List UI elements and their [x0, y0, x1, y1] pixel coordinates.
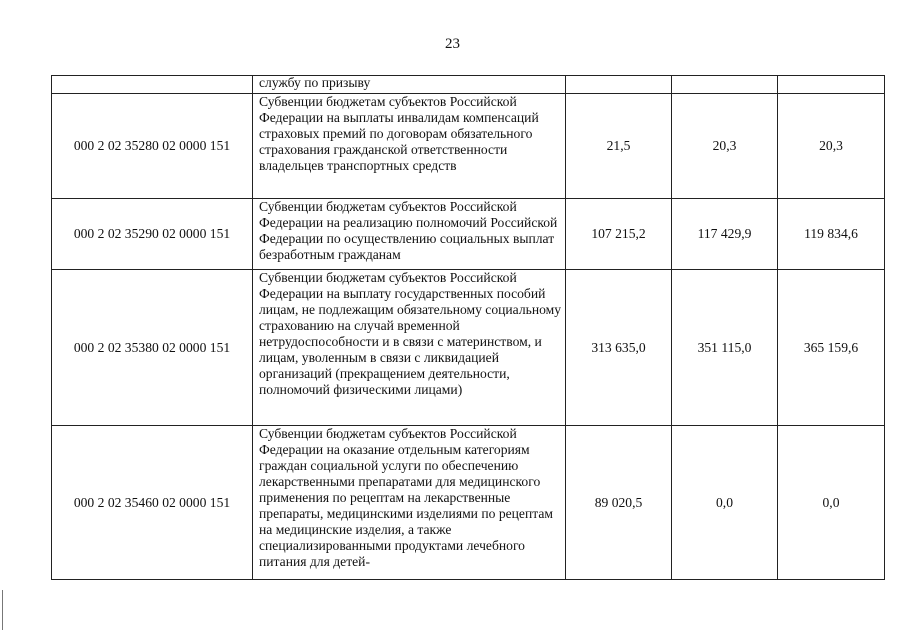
row-value-1: 313 635,0	[566, 270, 672, 426]
row-description	[253, 76, 566, 94]
table-row	[52, 94, 885, 199]
table-row	[52, 270, 885, 426]
row-value-3: 20,3	[778, 94, 885, 199]
row-description	[253, 426, 566, 580]
row-code	[52, 76, 253, 94]
row-code: 000 2 02 35290 02 0000 151	[52, 199, 253, 270]
table-row	[52, 76, 885, 94]
row-value-1	[566, 76, 672, 94]
row-value-2	[672, 76, 778, 94]
budget-table	[51, 75, 885, 580]
row-value-2: 20,3	[672, 94, 778, 199]
row-description: Субвенции бюджетам субъектов Российской Федерации на реализацию полномочий Российской Федерации по осуществлению социальных выплат безработным гражданам	[253, 199, 566, 270]
page-number: 23	[445, 36, 460, 52]
row-value-1: 21,5	[566, 94, 672, 199]
row-value-3: 365 159,6	[778, 270, 885, 426]
row-value-3: 0,0	[778, 426, 885, 580]
page-edge-mark	[2, 590, 3, 630]
table-row	[52, 426, 885, 580]
row-description: Субвенции бюджетам субъектов Российской Федерации на выплату государственных пособий лицам, не подлежащим обязательному социальному страхованию на случай временной нетрудоспособности и в связи с материнством, и лицам, уволенным в связи с ликвидацией организаций (прекращением деятельности, полномочий физическими лицами)	[253, 270, 566, 426]
row-value-2: 117 429,9	[672, 199, 778, 270]
row-value-3: 119 834,6	[778, 199, 885, 270]
row-description: Субвенции бюджетам субъектов Российской Федерации на выплаты инвалидам компенсаций страховых премий по договорам обязательного страхования гражданской ответственности владельцев транспортных средств	[253, 94, 566, 199]
row-value-2: 0,0	[672, 426, 778, 580]
row-value-1: 107 215,2	[566, 199, 672, 270]
row-description-text: Субвенции бюджетам субъектов Российской Федерации на оказание отдельным категориям граждан социальной услуги по обеспечению лекарственными препаратами для медицинского применения по рецептам на лекарственные препараты, медицинскими изделиями по рецептам на медицинские изделия, а также специализированными продуктами лечебного питания для детей-	[259, 426, 553, 569]
row-value-1: 89 020,5	[566, 426, 672, 580]
row-code: 000 2 02 35460 02 0000 151	[52, 426, 253, 580]
row-code: 000 2 02 35380 02 0000 151	[52, 270, 253, 426]
row-code: 000 2 02 35280 02 0000 151	[52, 94, 253, 199]
row-value-2: 351 115,0	[672, 270, 778, 426]
row-description-text: службу по призыву	[259, 75, 371, 90]
table-row	[52, 199, 885, 270]
row-value-3	[778, 76, 885, 94]
